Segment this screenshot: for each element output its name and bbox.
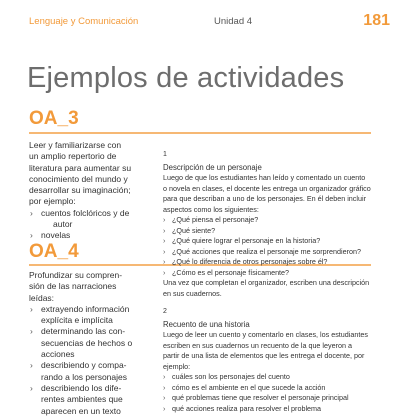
activity-1-intro-line: Luego de que los estudiantes han leído y comentado un cuento [163, 173, 366, 182]
activity-2-intro-line: partir de una lista de elementos que les entrega el docente, por [163, 351, 365, 360]
activity-1-intro-line: para que describan a uno de los personajes. En él deben incluir [163, 194, 366, 203]
chevron-right-icon: › [30, 207, 33, 218]
activity-2-question: › cómo es el ambiente en el que sucede la acción [163, 382, 326, 392]
chevron-right-icon: › [30, 303, 33, 314]
activity-1-question: › ¿Qué acciones que realiza el personaje me sorprendieron? [163, 246, 361, 256]
activity-2-question: › qué acciones realiza para resolver el problema [163, 403, 322, 413]
chevron-right-icon: › [30, 230, 33, 241]
activity-2-number: 2 [163, 308, 167, 315]
oa4-bullet: › extrayendo información [30, 303, 130, 314]
activity-1-title: Descripción de un personaje [163, 162, 262, 172]
oa3-bullet-continuation: autor [53, 219, 73, 230]
chevron-right-icon: › [30, 326, 33, 337]
chevron-right-icon: › [163, 267, 166, 277]
oa4-bullet-continuation: secuencias de hechos o [41, 337, 133, 348]
activity-1-question-list [163, 215, 375, 278]
oa4-title: OA_4 [29, 241, 79, 262]
oa3-description [29, 140, 147, 242]
activity-2-question: › cuáles son los personajes del cuento [163, 372, 290, 381]
chevron-right-icon: › [163, 372, 166, 381]
chevron-right-icon: › [163, 236, 166, 245]
activity-1-intro-line: o novela en clases, el docente les entrega un organizador gráfico [163, 183, 371, 193]
activity-2-intro-line: ejemplo: [163, 361, 191, 371]
chevron-right-icon: › [163, 225, 166, 235]
oa4-line: leídas: [29, 292, 55, 303]
oa3-line: Leer y familiarizarse con [29, 140, 122, 150]
activity-1-question: › ¿Qué quiere lograr el personaje en la historia? [163, 236, 321, 245]
oa3-title: OA_3 [29, 108, 79, 129]
activity-2-intro-line: escriben en sus cuadernos un recuento de la que leyeron a [163, 340, 352, 350]
activity-1-intro-line: aspectos como los siguientes: [163, 204, 259, 214]
activities-column [163, 150, 375, 414]
page-number: 181 [363, 12, 390, 29]
activity-2-intro-line: Luego de leer un cuento y comentarlo en clases, los estudiantes [163, 330, 368, 339]
oa4-bullet: › describiendo los dife- [30, 382, 122, 393]
oa4-line: Profundizar su compren- [29, 270, 123, 280]
activity-2-question: › qué problemas tiene que resolver el personaje principal [163, 393, 349, 402]
oa4-bullet: › describiendo y compa- [30, 360, 127, 371]
oa3-line: conocimiento del mundo y [29, 173, 128, 184]
activity-1-number: 1 [163, 151, 167, 158]
oa3-divider [29, 132, 371, 134]
oa3-line: desarrollar su imaginación; [29, 185, 131, 196]
activity-1-closing-line: Una vez que completan el organizador, escriben una descripción [163, 278, 370, 287]
oa3-bullet: › novelas [30, 230, 71, 241]
oa4-bullet: › determinando las con- [30, 326, 126, 337]
oa4-line: sión de las narraciones [29, 281, 117, 292]
oa3-line: por ejemplo: [29, 196, 76, 207]
chevron-right-icon: › [163, 382, 166, 392]
activity-1-closing-line: en sus cuadernos. [163, 288, 222, 298]
chevron-right-icon: › [163, 393, 166, 402]
activity-1-question: › ¿Qué lo diferencia de otros personajes sobre él? [163, 257, 328, 266]
oa4-bullet-continuation: aparecen en un texto [41, 405, 121, 416]
oa4-bullet-continuation: rando a los personajes [41, 371, 128, 382]
oa4-bullet-continuation: acciones [41, 349, 75, 360]
oa3-bullet-list [29, 208, 147, 242]
oa4-description [29, 270, 147, 417]
chevron-right-icon: › [163, 257, 166, 266]
oa3-line: un amplio repertorio de [29, 151, 117, 162]
chevron-right-icon: › [30, 382, 33, 393]
chevron-right-icon: › [30, 360, 33, 371]
activity-1-question: › ¿Cómo es el personaje físicamente? [163, 267, 290, 277]
activity-1-question: › ¿Qué piensa el personaje? [163, 215, 259, 224]
oa4-bullet-continuation: rentes ambientes que [41, 394, 123, 405]
page-header [29, 14, 390, 30]
activity-2-question-list [163, 372, 375, 414]
unit-label: Unidad 4 [214, 16, 253, 27]
activity-2-title: Recuento de una historia [163, 319, 250, 329]
chevron-right-icon: › [163, 246, 166, 256]
oa4-bullet-continuation: explícita e implícita [41, 315, 113, 326]
chevron-right-icon: › [163, 215, 166, 224]
subject-label: Lenguaje y Comunicación [29, 16, 139, 27]
oa3-line: literatura para aumentar su [29, 162, 132, 173]
activity-1-question: › ¿Qué siente? [163, 225, 216, 235]
oa3-bullet: › cuentos folclóricos y de [30, 207, 130, 218]
page-title: Ejemplos de actividades [27, 62, 345, 94]
chevron-right-icon: › [163, 403, 166, 413]
